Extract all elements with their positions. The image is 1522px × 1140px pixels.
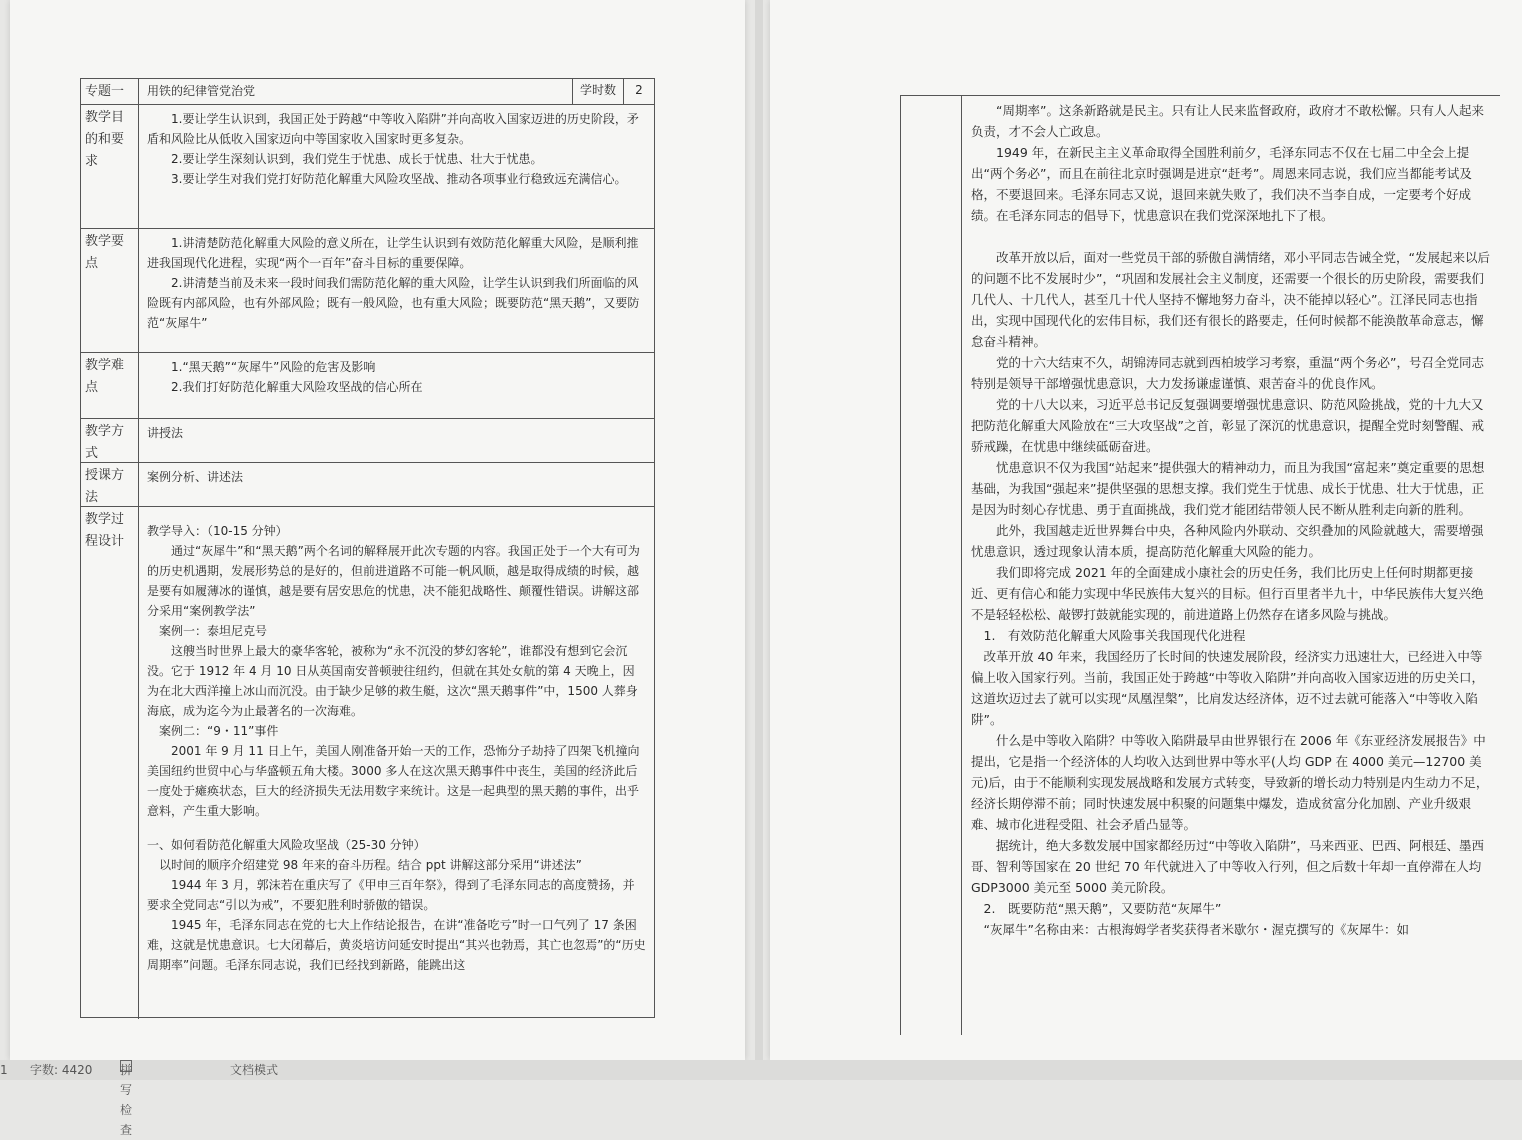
process-para: 1944 年 3 月，郭沫若在重庆写了《甲申三百年祭》，得到了毛泽东同志的高度赞扬，并要求全党同志“引以为戒”，不要犯胜利时骄傲的错误。 [147,878,635,912]
process-para: 案例一：泰坦尼克号 [159,624,268,638]
body-para: “周期率”。这条新路就是民主。只有让人民来监督政府，政府才不敢松懈。只有人人起来负责，才不会人亡政息。 [971,103,1484,139]
difficulties-content [139,353,654,418]
process-para: 教学导入：（10-15 分钟） [147,524,288,538]
key-points-row [81,229,654,353]
process-label: 教学过程设计 [81,507,139,1019]
left-document-page [10,0,745,1060]
continued-table [900,95,1500,1035]
body-para: 1949 年，在新民主主义革命取得全国胜利前夕，毛泽东同志不仅在七届二中全会上提出“两个务必”，而且在前往北京时强调是进京“赶考”。周恩来同志说，我们应当都能考试及格，不要退回来。毛泽东同志又说，退回来就失败了，我们决不当李自成，一定要考个好成绩。在毛泽东同志的倡导下，忧患意识在我们党深深地扎下了根。 [971,145,1472,223]
process-para: 这艘当时世界上最大的豪华客轮，被称为“永不沉没的梦幻客轮”，谁都没有想到它会沉没。它于 1912 年 4 月 10 日从英国南安普顿驶往纽约，但就在其处女航的第 4 天晚上，因为在北大西洋撞上冰山而沉没。由于缺少足够的救生艇，这次“黑天鹅事件”中，1500 人葬身海底，成为迄今为止最著名的一次海难。 [147,644,638,718]
process-para: 1945 年，毛泽东同志在党的七大上作结论报告，在讲“准备吃亏”时一口气列了 17 条困难，这就是忧患意识。七大闭幕后，黄炎培访问延安时提出“其兴也勃焉，其亡也忽焉”的“历史周期率”问题。毛泽东同志说，我们已经找到新路，能跳出这 [147,918,646,972]
process-para: 2001 年 9 月 11 日上午，美国人刚准备开始一天的工作，恐怖分子劫持了四架飞机撞向美国纽约世贸中心与华盛顿五角大楼。3000 多人在这次黑天鹅事件中丧生，美国的经济此后一度处于瘫痪状态，巨大的经济损失无法用数字来统计。这是一起典型的黑天鹅的事件，出乎意料，产生重大影响。 [147,744,640,818]
process-para: 案例二：“9・11”事件 [159,724,279,738]
page-divider [755,0,763,1060]
body-para: “灰犀牛”名称由来：古根海姆学者奖获得者米歇尔・渥克撰写的《灰犀牛：如 [983,922,1409,937]
hours-value: 2 [635,83,643,97]
teaching-method-label: 授课方法 [81,463,139,506]
body-para: 什么是中等收入陷阱？中等收入陷阱最早由世界银行在 2006 年《东亚经济发展报告》中提出，它是指一个经济体的人均收入达到世界中等水平(人均 GDP 在 4000 美元—12700 美元)后，由于不能顺利实现发展战略和发展方式转变，导致新的增长动力特别是内生动力不足，经济长期停滞不前；同时快速发展中积聚的问题集中爆发，造成贫富分化加剧、产业升级艰难、城市化进程受阻、社会矛盾凸显等。 [971,733,1489,832]
section-heading: 2. 既要防范“黑天鹅”，又要防范“灰犀牛” [983,901,1222,916]
body-para: 党的十八大以来，习近平总书记反复强调要增强忧患意识、防范风险挑战，党的十九大又把防范化解重大风险放在“三大攻坚战”之首，彰显了深沉的忧患意识，提醒全党时刻警醒、戒骄戒躁，在忧患中继续砥砺奋进。 [971,397,1484,454]
method-text: 讲授法 [147,426,184,440]
goals-content [139,105,654,228]
body-para: 忧患意识不仅为我国“站起来”提供强大的精神动力，而且为我国“富起来”奠定重要的思想基础，为我国“强起来”提供坚强的思想支撑。我们党生于忧患、成长于忧患、壮大于忧患，正是因为时刻心存忧患、勇于直面挑战，我们党才能团结带领人民不断从胜利走向新的胜利。 [971,460,1485,517]
difficulties-label: 教学难点 [81,353,139,418]
body-para: 我们即将完成 2021 年的全面建成小康社会的历史任务，我们比历史上任何时期都更接近、更有信心和能力实现中华民族伟大复兴的目标。但行百里者半九十，中华民族伟大复兴绝不是轻轻松松、敲锣打鼓就能实现的，前进道路上仍然存在诸多风险与挑战。 [971,565,1484,622]
status-bar [0,1060,1522,1137]
difficulties-para: 2.我们打好防范化解重大风险攻坚战的信心所在 [171,380,423,394]
goals-row [81,105,654,229]
lesson-plan-table [80,78,655,1018]
method-row [81,419,654,463]
topic-label: 专题一 [81,79,139,104]
continued-content [971,100,1492,1035]
method-label: 教学方式 [81,419,139,462]
key-points-content [139,229,654,352]
difficulties-row [81,353,654,419]
topic-title: 用铁的纪律管党治党 [147,84,256,98]
hours-label: 学时数 [572,79,624,104]
difficulties-para: 1.“黑天鹅”“灰犀牛”风险的危害及影响 [171,360,376,374]
teaching-method-row [81,463,654,507]
section-heading: 1. 有效防范化解重大风险事关我国现代化进程 [983,628,1246,643]
process-content [139,507,654,1019]
document-mode-button[interactable]: 文档模式 [230,1063,279,1077]
key-points-para: 2.讲清楚当前及未来一段时间我们需防范化解的重大风险，让学生认识到我们所面临的风险既有内部风险，也有外部风险；既有一般风险，也有重大风险；既要防范“黑天鹅”，又要防范“灰犀牛” [147,276,640,330]
body-para: 据统计，绝大多数发展中国家都经历过“中等收入陷阱”，马来西亚、巴西、阿根廷、墨西哥、智利等国家在 20 世纪 70 年代就进入了中等收入行列，但之后数十年却一直停滞在人均 GDP3000 美元至 5000 美元阶段。 [971,838,1484,895]
key-points-label: 教学要点 [81,229,139,352]
body-para: 改革开放 40 年来，我国经历了长时间的快速发展阶段，经济实力迅速壮大，已经进入中等偏上收入国家行列。当前，我国正处于跨越“中等收入陷阱”并向高收入国家迈进的历史关口，这道坎迈过去了就可以实现“凤凰涅槃”，比肩发达经济体，迈不过去就可能落入“中等收入陷阱”。 [971,649,1484,727]
goals-para: 2.要让学生深刻认识到，我们党生于忧患、成长于忧患、壮大于忧患。 [171,152,543,166]
goals-para: 3.要让学生对我们党打好防范化解重大风险攻坚战、推动各项事业行稳致远充满信心。 [171,172,627,186]
key-points-para: 1.讲清楚防范化解重大风险的意义所在，让学生认识到有效防范化解重大风险，是顺利推进我国现代化进程，实现“两个一百年”奋斗目标的重要保障。 [147,236,639,270]
body-para: 改革开放以后，面对一些党员干部的骄傲自满情绪，邓小平同志告诫全党，“发展起来以后的问题不比不发展时少”，“巩固和发展社会主义制度，还需要一个很长的历史阶段，需要我们几代人、十几代人，甚至几十代人坚持不懈地努力奋斗，决不能掉以轻心”。江泽民同志也指出，实现中国现代化的宏伟目标，我们还有很长的路要走，任何时候都不能涣散革命意志，懈怠奋斗精神。 [971,250,1490,349]
teaching-method-text: 案例分析、讲述法 [147,470,244,484]
process-row [81,507,654,1019]
process-para: 通过“灰犀牛”和“黑天鹅”两个名词的解释展开此次专题的内容。我国正处于一个大有可为的历史机遇期，发展形势总的是好的，但前进道路不可能一帆风顺，越是取得成绩的时候，越是要有如履薄冰的谨慎，越是要有居安思危的忧患，决不能犯战略性、颠覆性错误。讲解这部分采用“案例教学法” [147,544,640,618]
body-para: 此外，我国越走近世界舞台中央，各种风险内外联动、交织叠加的风险就越大，需要增强忧患意识，透过现象认清本质，提高防范化解重大风险的能力。 [971,523,1484,559]
continued-label-column [901,96,962,1035]
topic-row [81,79,654,105]
spell-check-label: 拼写检查 [120,1063,133,1137]
word-count[interactable]: 字数: 4420 [30,1063,93,1077]
goals-para: 1.要让学生认识到，我国正处于跨越“中等收入陷阱”并向高收入国家迈进的历史阶段，矛盾和风险比从低收入国家迈向中等国家收入国家时更多复杂。 [147,112,639,146]
right-document-page [770,0,1522,1060]
process-para: 以时间的顺序介绍建党 98 年来的奋斗历程。结合 ppt 讲解这部分采用“讲述法” [159,858,582,872]
process-section-heading: 一、如何看防范化解重大风险攻坚战（25-30 分钟） [147,838,426,852]
status-page-mark: 1 [0,1063,8,1077]
body-para: 党的十六大结束不久，胡锦涛同志就到西柏坡学习考察，重温“两个务必”，号召全党同志特别是领导干部增强忧患意识，大力发扬谦虚谨慎、艰苦奋斗的优良作风。 [971,355,1484,391]
goals-label: 教学目的和要求 [81,105,139,228]
